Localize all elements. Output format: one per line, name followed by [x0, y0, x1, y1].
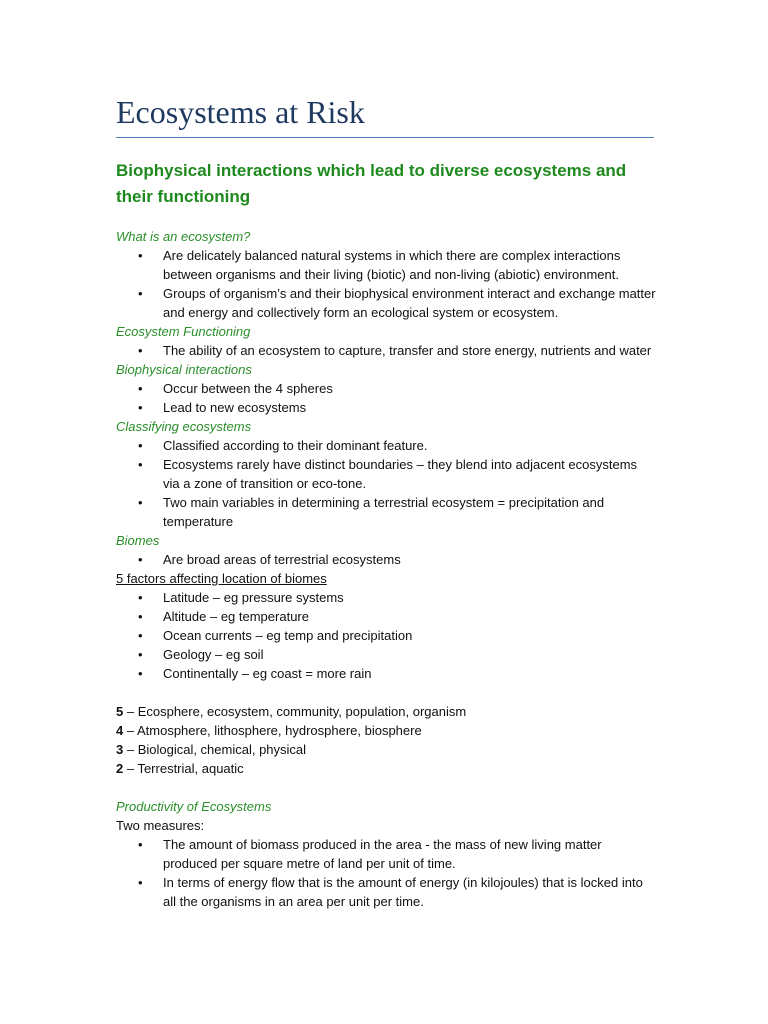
list-item: • Are broad areas of terrestrial ecosystems — [138, 552, 401, 567]
bullet-icon: • — [138, 628, 143, 643]
list-item: • Ecosystems rarely have distinct boundaries – they blend into adjacent ecosystems via a zone of transition or eco-tone. — [138, 457, 638, 491]
bullet-icon: • — [138, 286, 143, 301]
bullet-list-what-is — [116, 246, 656, 322]
subheading-biophysical-interactions: Biophysical interactions — [116, 362, 252, 377]
spacer — [116, 778, 656, 797]
list-item: • Two main variables in determining a terrestrial ecosystem = precipitation and temperature — [138, 495, 605, 529]
bullet-list-factors — [116, 588, 656, 683]
subheading-what-is-ecosystem: What is an ecosystem? — [116, 229, 251, 244]
bullet-icon: • — [138, 400, 143, 415]
bullet-icon: • — [138, 875, 143, 890]
bullet-icon: • — [138, 590, 143, 605]
bullet-list-functioning — [116, 341, 656, 360]
spacer — [116, 683, 656, 702]
subheading-ecosystem-functioning: Ecosystem Functioning — [116, 324, 251, 339]
bullet-icon: • — [138, 438, 143, 453]
bullet-icon: • — [138, 381, 143, 396]
list-item: • Continentally – eg coast = more rain — [138, 666, 372, 681]
document-title: Ecosystems at Risk — [116, 94, 365, 130]
list-item: • Occur between the 4 spheres — [138, 381, 333, 396]
bullet-icon: • — [138, 647, 143, 662]
list-item: • The ability of an ecosystem to capture, transfer and store energy, nutrients and water — [138, 343, 652, 358]
subheading-five-factors: 5 factors affecting location of biomes — [116, 571, 327, 586]
subheading-productivity: Productivity of Ecosystems — [116, 799, 272, 814]
list-item: • Are delicately balanced natural systems in which there are complex interactions between organisms and their living (biotic) and non-living (abiotic) environment. — [138, 248, 621, 282]
list-item: • Altitude – eg temperature — [138, 609, 309, 624]
bullet-list-classifying — [116, 436, 656, 531]
list-item: • Geology – eg soil — [138, 647, 264, 662]
list-item: • The amount of biomass produced in the area - the mass of new living matter produced per square metre of land per unit of time. — [138, 837, 602, 871]
subheading-classifying-ecosystems: Classifying ecosystems — [116, 419, 252, 434]
bullet-icon: • — [138, 343, 143, 358]
bullet-icon: • — [138, 552, 143, 567]
bullet-icon: • — [138, 457, 143, 472]
list-item: • Lead to new ecosystems — [138, 400, 307, 415]
list-item: • Latitude – eg pressure systems — [138, 590, 344, 605]
bullet-icon: • — [138, 837, 143, 852]
bullet-list-biomes — [116, 550, 656, 569]
hierarchy-line: 2 – Terrestrial, aquatic — [116, 761, 244, 776]
bullet-icon: • — [138, 248, 143, 263]
bullet-icon: • — [138, 666, 143, 681]
document-body — [116, 227, 656, 911]
list-item: • Ocean currents – eg temp and precipitation — [138, 628, 413, 643]
bullet-list-interactions — [116, 379, 656, 417]
bullet-icon: • — [138, 609, 143, 624]
bullet-icon: • — [138, 495, 143, 510]
section-heading: Biophysical interactions which lead to diverse ecosystems and their functioning — [116, 161, 627, 206]
subheading-biomes: Biomes — [116, 533, 160, 548]
title-underline-rule — [116, 137, 654, 138]
list-item: • Classified according to their dominant feature. — [138, 438, 428, 453]
list-item: • Groups of organism’s and their biophysical environment interact and exchange matter and energy and collectively form an ecological system or ecosystem. — [138, 286, 656, 320]
hierarchy-line: 4 – Atmosphere, lithosphere, hydrosphere, biosphere — [116, 723, 422, 738]
hierarchy-line: 3 – Biological, chemical, physical — [116, 742, 307, 757]
bullet-list-productivity — [116, 835, 656, 911]
hierarchy-line: 5 – Ecosphere, ecosystem, community, population, organism — [116, 704, 467, 719]
list-item: • In terms of energy flow that is the amount of energy (in kilojoules) that is locked into all the organisms in an area per unit per time. — [138, 875, 643, 909]
productivity-intro: Two measures: — [116, 818, 205, 833]
